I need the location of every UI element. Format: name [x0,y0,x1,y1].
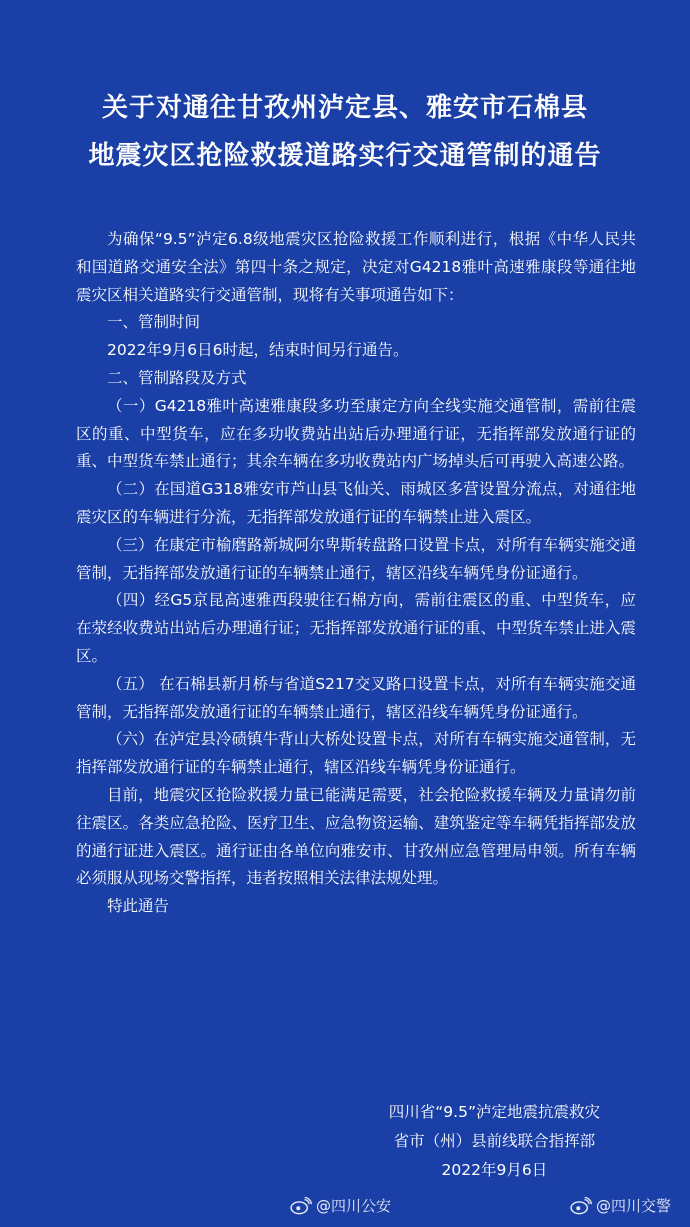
road-item-2: （二）在国道G318雅安市芦山县飞仙关、雨城区多营设置分流点，对通往地震灾区的车辆进行分流，无指挥部发放通行证的车辆禁止进入震区。 [76,480,636,526]
watermark-text: @四川公安 [316,1197,392,1215]
weibo-icon [290,1197,312,1215]
signature-block [389,1098,600,1185]
notice-body [76,226,636,921]
watermark-text: @四川交警 [596,1197,672,1215]
intro-paragraph: 为确保“9.5”泸定6.8级地震灾区抢险救援工作顺利进行，根据《中华人民共和国道路交通安全法》第四十条之规定，决定对G4218雅叶高速雅康段等通往地震灾区相关道路实行交通管制，现将有关事项通告如下： [76,230,636,304]
signature-org-line-1: 四川省“9.5”泸定地震抗震救灾 [388,1103,600,1121]
section-heading-roads: 二、管制路段及方式 [107,368,247,387]
road-item-3: （三）在康定市榆磨路新城阿尔卑斯转盘路口设置卡点，对所有车辆实施交通管制，无指挥部发放通行证的车辆禁止通行，辖区沿线车辆凭身份证通行。 [76,535,636,582]
notice-ending: 特此通告 [107,897,170,916]
closing-paragraph: 目前，地震灾区抢险救援力量已能满足需要，社会抢险救援车辆及力量请勿前往震区。各类应急抢险、医疗卫生、应急物资运输、建筑鉴定等车辆凭指挥部发放的通行证进入震区。通行证由各单位向雅安市、甘孜州应急管理局申领。所有车辆必须服从现场交警指挥，违者按照相关法律法规处理。 [76,785,636,888]
watermark-sichuan-police [290,1195,391,1216]
section-heading-time: 一、管制时间 [107,313,201,332]
road-item-5: （五） 在石棉县新月桥与省道S217交叉路口设置卡点，对所有车辆实施交通管制，无指挥部发放通行证的车辆禁止通行，辖区沿线车辆凭身份证通行。 [76,674,636,721]
title-line-2: 地震灾区抢险救援道路实行交通管制的通告 [88,141,602,171]
road-item-4: （四）经G5京昆高速雅西段驶往石棉方向，需前往震区的重、中型货车，应在荥经收费站出站后办理通行证；无指挥部发放通行证的重、中型货车禁止进入震区。 [76,591,636,665]
signature-date: 2022年9月6日 [441,1161,548,1179]
control-time-text: 2022年9月6日6时起，结束时间另行通告。 [107,341,409,360]
road-item-1: （一）G4218雅叶高速雅康段多功至康定方向全线实施交通管制，需前往震区的重、中型货车，应在多功收费站出站后办理通行证，无指挥部发放通行证的重、中型货车禁止通行；其余车辆在多功收费站内广场掉头后可再驶入高速公路。 [76,396,636,471]
title-line-1: 关于对通往甘孜州泸定县、雅安市石棉县 [101,93,588,123]
document-title [0,84,690,180]
watermark-sichuan-traffic-police [570,1195,671,1216]
weibo-icon [570,1197,592,1215]
signature-org-line-2: 省市（州）县前线联合指挥部 [393,1132,596,1150]
road-item-6: （六）在泸定县冷碛镇牛背山大桥处设置卡点，对所有车辆实施交通管制，无指挥部发放通行证的车辆禁止通行，辖区沿线车辆凭身份证通行。 [76,730,636,777]
